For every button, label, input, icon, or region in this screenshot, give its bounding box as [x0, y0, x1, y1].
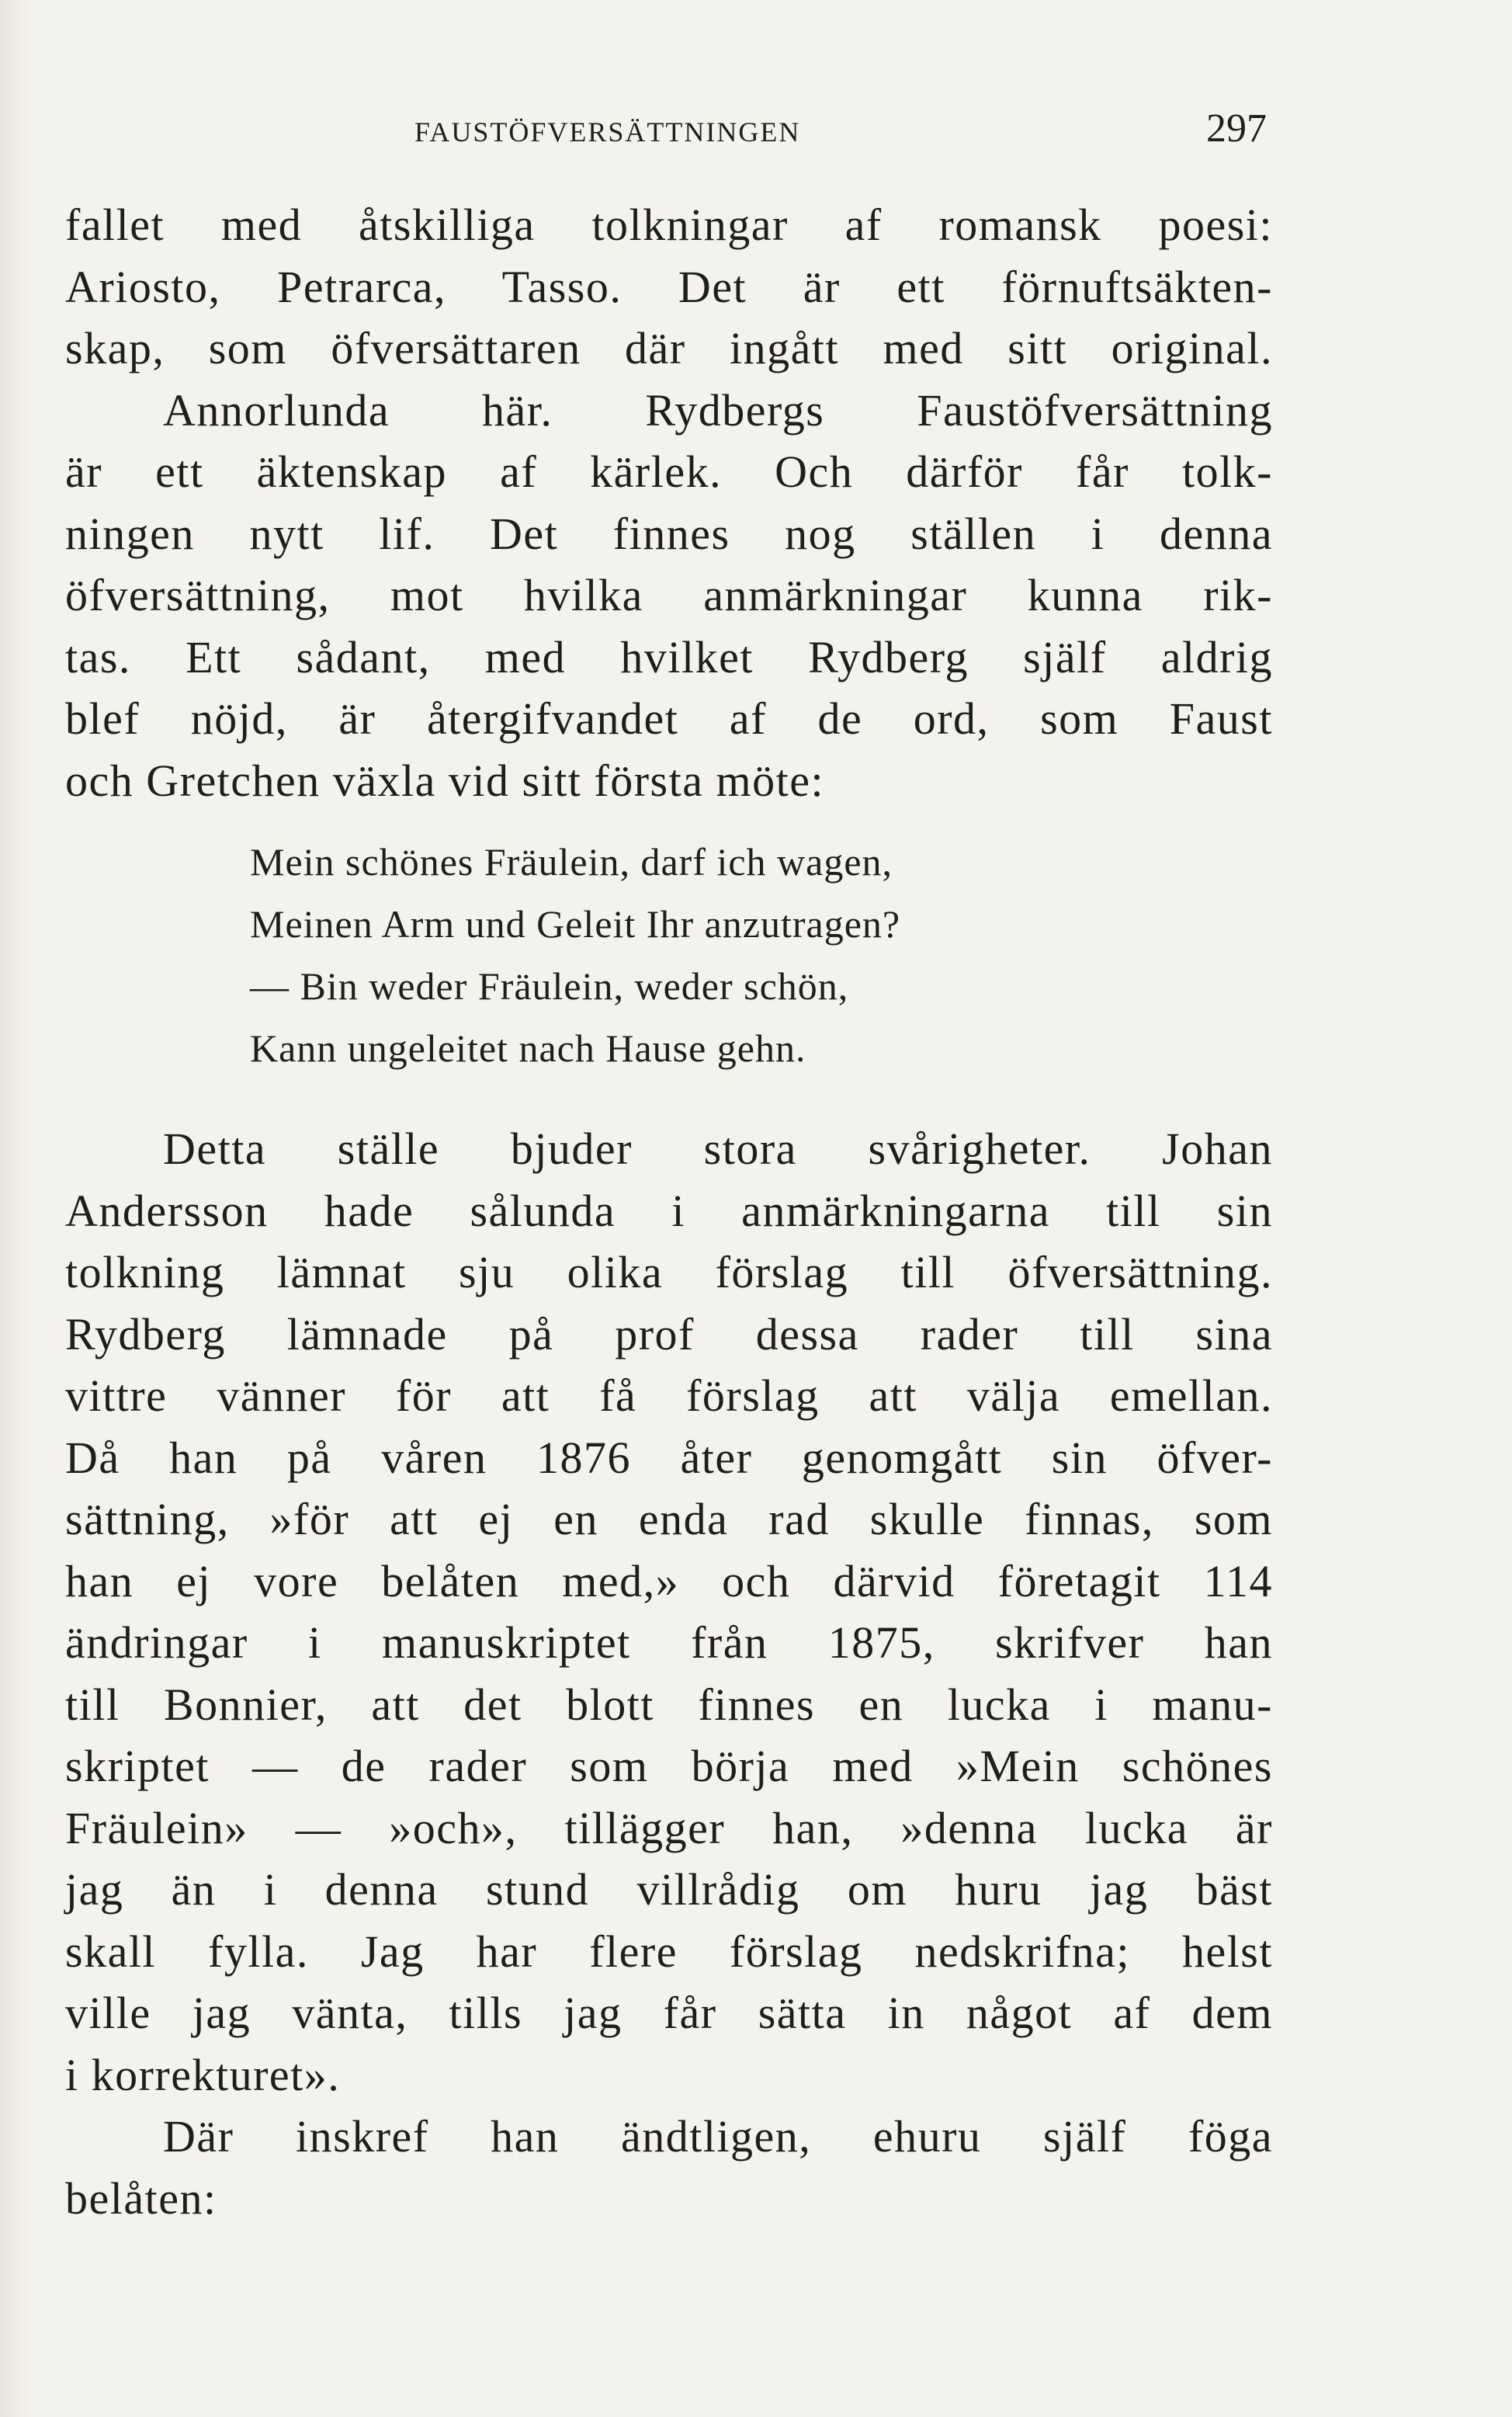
text-line: belåten:	[65, 2172, 217, 2224]
text-line: till Bonnier, att det blott finnes en lucka i manu-	[65, 1679, 1273, 1730]
verse-line: — Bin weder Fräulein, weder schön,	[250, 964, 849, 1008]
text-line: Annorlunda här. Rydbergs Faustöfversättning	[163, 384, 1273, 436]
text-line: skriptet — de rader som börja med »Mein schönes	[65, 1741, 1273, 1791]
text-line: ändringar i manuskriptet från 1875, skrifver han	[65, 1617, 1273, 1668]
text-line: och Gretchen växla vid sitt första möte:	[65, 755, 825, 806]
running-title: FAUSTÖFVERSÄTTNINGEN	[414, 116, 801, 148]
text-line: fallet med åtskilliga tolkningar af romansk poesi:	[65, 200, 1273, 250]
page-gutter	[0, 0, 31, 2417]
text-line: Andersson hade sålunda i anmärkningarna till sin	[65, 1185, 1273, 1236]
text-line: Ariosto, Petrarca, Tasso. Det är ett förnuftsäkten-	[65, 261, 1273, 312]
text-line: är ett äktenskap af kärlek. Och därför får tolk-	[65, 446, 1273, 497]
text-line: skap, som öfversättaren där ingått med sitt original.	[65, 323, 1273, 373]
verse-line: Kann ungeleitet nach Hause gehn.	[250, 1026, 806, 1070]
text-line: blef nöjd, är återgifvandet af de ord, som Faust	[65, 693, 1273, 744]
text-line: tolkning lämnat sju olika förslag till öfversättning.	[65, 1247, 1273, 1297]
text-line: öfversättning, mot hvilka anmärkningar kunna rik-	[65, 570, 1273, 620]
text-line: han ej vore belåten med,» och därvid företagit 114	[65, 1555, 1273, 1606]
text-line: Rydberg lämnade på prof dessa rader till sina	[65, 1308, 1273, 1360]
text-line: Där inskref han ändtligen, ehuru själf föga	[163, 2111, 1273, 2162]
text-line: jag än i denna stund villrådig om huru jag bäst	[65, 1864, 1273, 1915]
text-line: vittre vänner för att få förslag att välja emellan.	[65, 1370, 1273, 1421]
text-line: ningen nytt lif. Det finnes nog ställen i denna	[65, 508, 1273, 559]
text-line: ville jag vänta, tills jag får sätta in något af dem	[65, 1988, 1273, 2038]
text-line: skall fylla. Jag har flere förslag nedskrifna; helst	[65, 1926, 1273, 1977]
paragraph-2	[65, 1118, 1273, 2229]
text-line: sättning, »för att ej en enda rad skulle finnas, som	[65, 1494, 1273, 1544]
page-number: 297	[1206, 106, 1267, 151]
text-line: Fräulein» — »och», tillägger han, »denna lucka är	[65, 1802, 1273, 1853]
verse-quote	[250, 831, 900, 1079]
text-line: Detta ställe bjuder stora svårigheter. Johan	[163, 1123, 1273, 1174]
verse-line: Mein schönes Fräulein, darf ich wagen,	[250, 840, 893, 884]
verse-line: Meinen Arm und Geleit Ihr anzutragen?	[250, 902, 901, 946]
paragraph-1	[65, 194, 1273, 811]
text-line: i korrekturet».	[65, 2049, 341, 2100]
text-line: tas. Ett sådant, med hvilket Rydberg själf aldrig	[65, 631, 1273, 682]
text-line: Då han på våren 1876 åter genomgått sin öfver-	[65, 1432, 1273, 1483]
